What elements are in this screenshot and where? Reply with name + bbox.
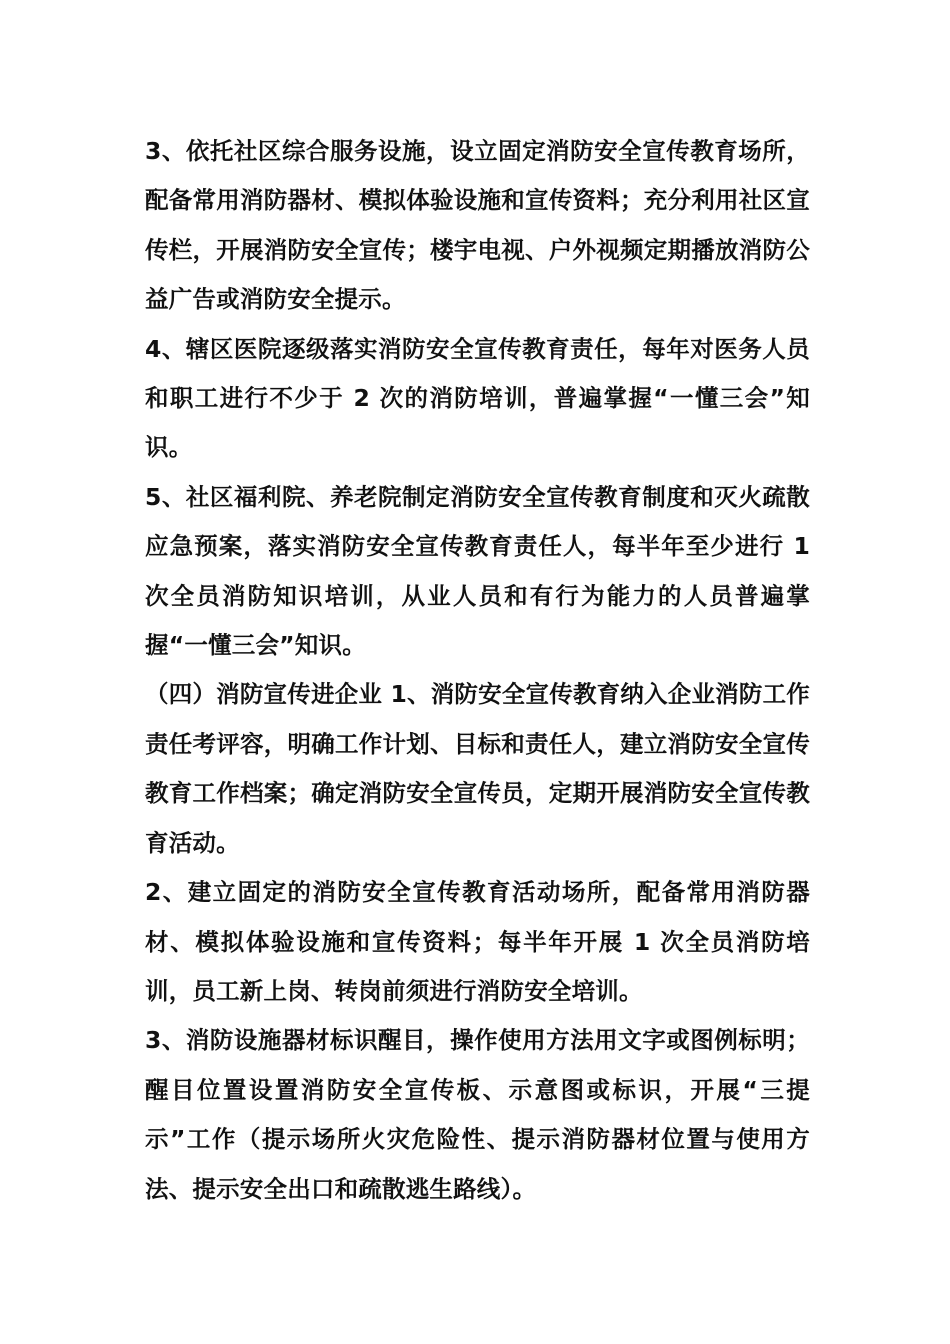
paragraph-enterprise-venue: 2、建立固定的消防安全宣传教育活动场所，配备常用消防器材、模拟体验设施和宣传资料；每半年开展 1 次全员消防培训，员工新上岗、转岗前须进行消防安全培训。	[145, 878, 810, 1005]
document-body	[145, 127, 810, 1214]
paragraph-enterprise-section: （四）消防宣传进企业 1、消防安全宣传教育纳入企业消防工作责任考评容，明确工作计划、目标和责任人，建立消防安全宣传教育工作档案；确定消防安全宣传员，定期开展消防安全宣传教育活动。	[145, 680, 810, 857]
paragraph-equipment-signage: 3、消防设施器材标识醒目，操作使用方法用文字或图例标明；醒目位置设置消防安全宣传板、示意图或标识，开展“三提示”工作（提示场所火灾危险性、提示消防器材位置与使用方法、提示安全出口和疏散逃生路线）。	[145, 1026, 810, 1203]
paragraph-welfare-home: 5、社区福利院、养老院制定消防安全宣传教育制度和灭火疏散应急预案，落实消防安全宣传教育责任人，每半年至少进行 1 次全员消防知识培训，从业人员和有行为能力的人员普遍掌握“一懂三会”知识。	[145, 482, 810, 660]
paragraph-hospital-training: 4、辖区医院逐级落实消防安全宣传教育责任，每年对医务人员和职工进行不少于 2 次的消防培训，普遍掌握“一懂三会”知识。	[145, 334, 810, 462]
paragraph-community-facilities: 3、依托社区综合服务设施，设立固定消防安全宣传教育场所，配备常用消防器材、模拟体验设施和宣传资料；充分利用社区宣传栏，开展消防安全宣传；楼宇电视、户外视频定期播放消防公益广告或消防安全提示。	[145, 137, 810, 314]
